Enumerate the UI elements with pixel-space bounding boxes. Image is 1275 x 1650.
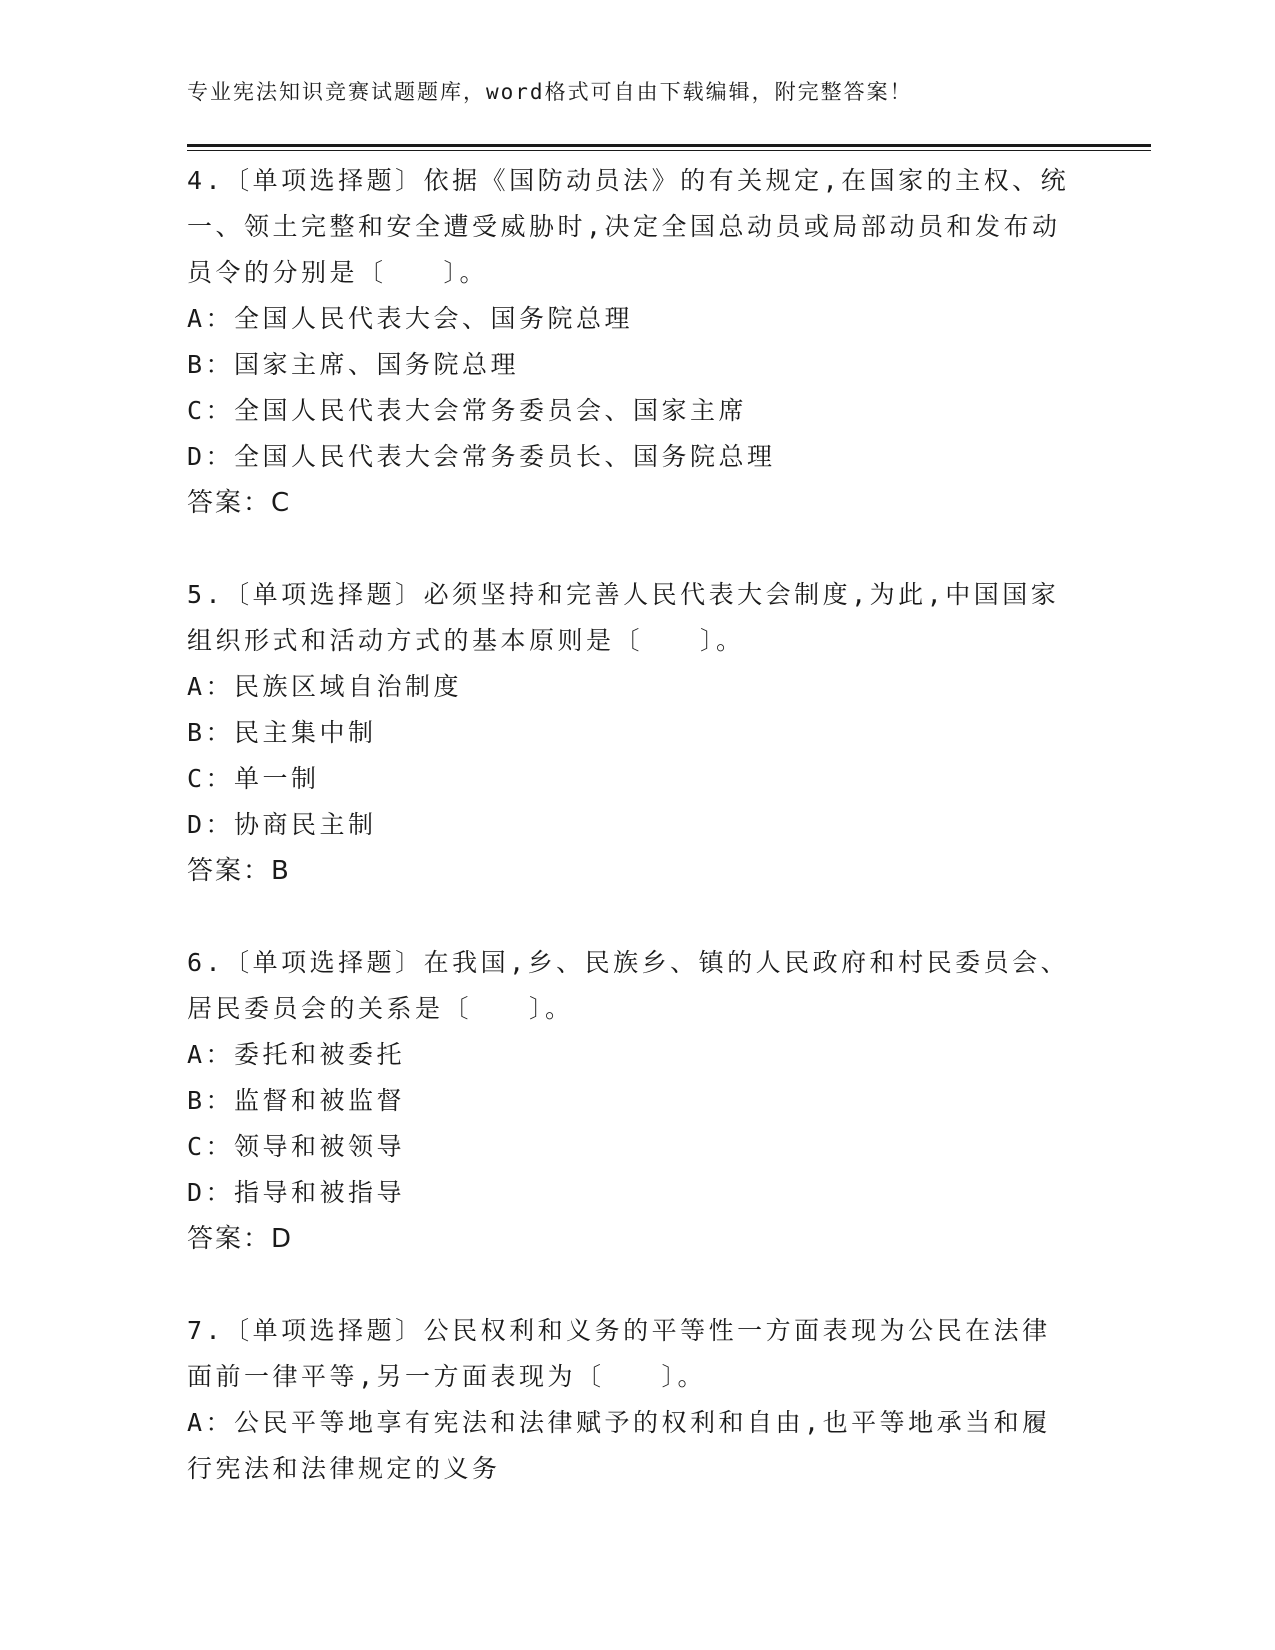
option-c: C：全国人民代表大会常务委员会、国家主席 <box>187 396 748 425</box>
option-b: B：监督和被监督 <box>187 1086 406 1115</box>
option-d: D：协商民主制 <box>187 810 377 839</box>
option-d: D：全国人民代表大会常务委员长、国务院总理 <box>187 442 776 471</box>
option-c: C：领导和被领导 <box>187 1132 406 1161</box>
answer-line: 答案：D <box>187 1224 294 1254</box>
page-header-title: 专业宪法知识竞赛试题题库，word格式可自由下载编辑，附完整答案！ <box>187 80 913 104</box>
question-text-line: 居民委员会的关系是〔 〕。 <box>187 994 574 1023</box>
option-a: A：民族区域自治制度 <box>187 672 463 701</box>
option-a: A：委托和被委托 <box>187 1040 406 1069</box>
option-a-continued: 行宪法和法律规定的义务 <box>187 1454 501 1483</box>
question-7 <box>187 1308 1087 1492</box>
question-text-line: 5.〔单项选择题〕必须坚持和完善人民代表大会制度,为此,中国国家 <box>187 580 1060 609</box>
question-text-line: 4.〔单项选择题〕依据《国防动员法》的有关规定,在国家的主权、统 <box>187 166 1070 195</box>
header-divider-thin <box>187 150 1151 151</box>
option-c: C：单一制 <box>187 764 320 793</box>
question-4 <box>187 158 1087 526</box>
question-list <box>187 158 1087 1538</box>
question-text-line: 员令的分别是〔 〕。 <box>187 258 489 287</box>
question-text-line: 组织形式和活动方式的基本原则是〔 〕。 <box>187 626 745 655</box>
option-a: A：全国人民代表大会、国务院总理 <box>187 304 634 333</box>
option-b: B：国家主席、国务院总理 <box>187 350 520 379</box>
question-text-line: 6.〔单项选择题〕在我国,乡、民族乡、镇的人民政府和村民委员会、 <box>187 948 1070 977</box>
option-a: A：公民平等地享有宪法和法律赋予的权利和自由,也平等地承当和履 <box>187 1408 1051 1437</box>
question-text-line: 一、领土完整和安全遭受威胁时,决定全国总动员或局部动员和发布动 <box>187 212 1061 241</box>
question-5 <box>187 572 1087 894</box>
header-divider-thick <box>187 144 1151 147</box>
option-b: B：民主集中制 <box>187 718 377 747</box>
answer-line: 答案：C <box>187 488 292 518</box>
question-text-line: 7.〔单项选择题〕公民权利和义务的平等性一方面表现为公民在法律 <box>187 1316 1051 1345</box>
question-text-line: 面前一律平等,另一方面表现为〔 〕。 <box>187 1362 707 1391</box>
option-d: D：指导和被指导 <box>187 1178 406 1207</box>
answer-line: 答案：B <box>187 856 291 886</box>
question-6 <box>187 940 1087 1262</box>
